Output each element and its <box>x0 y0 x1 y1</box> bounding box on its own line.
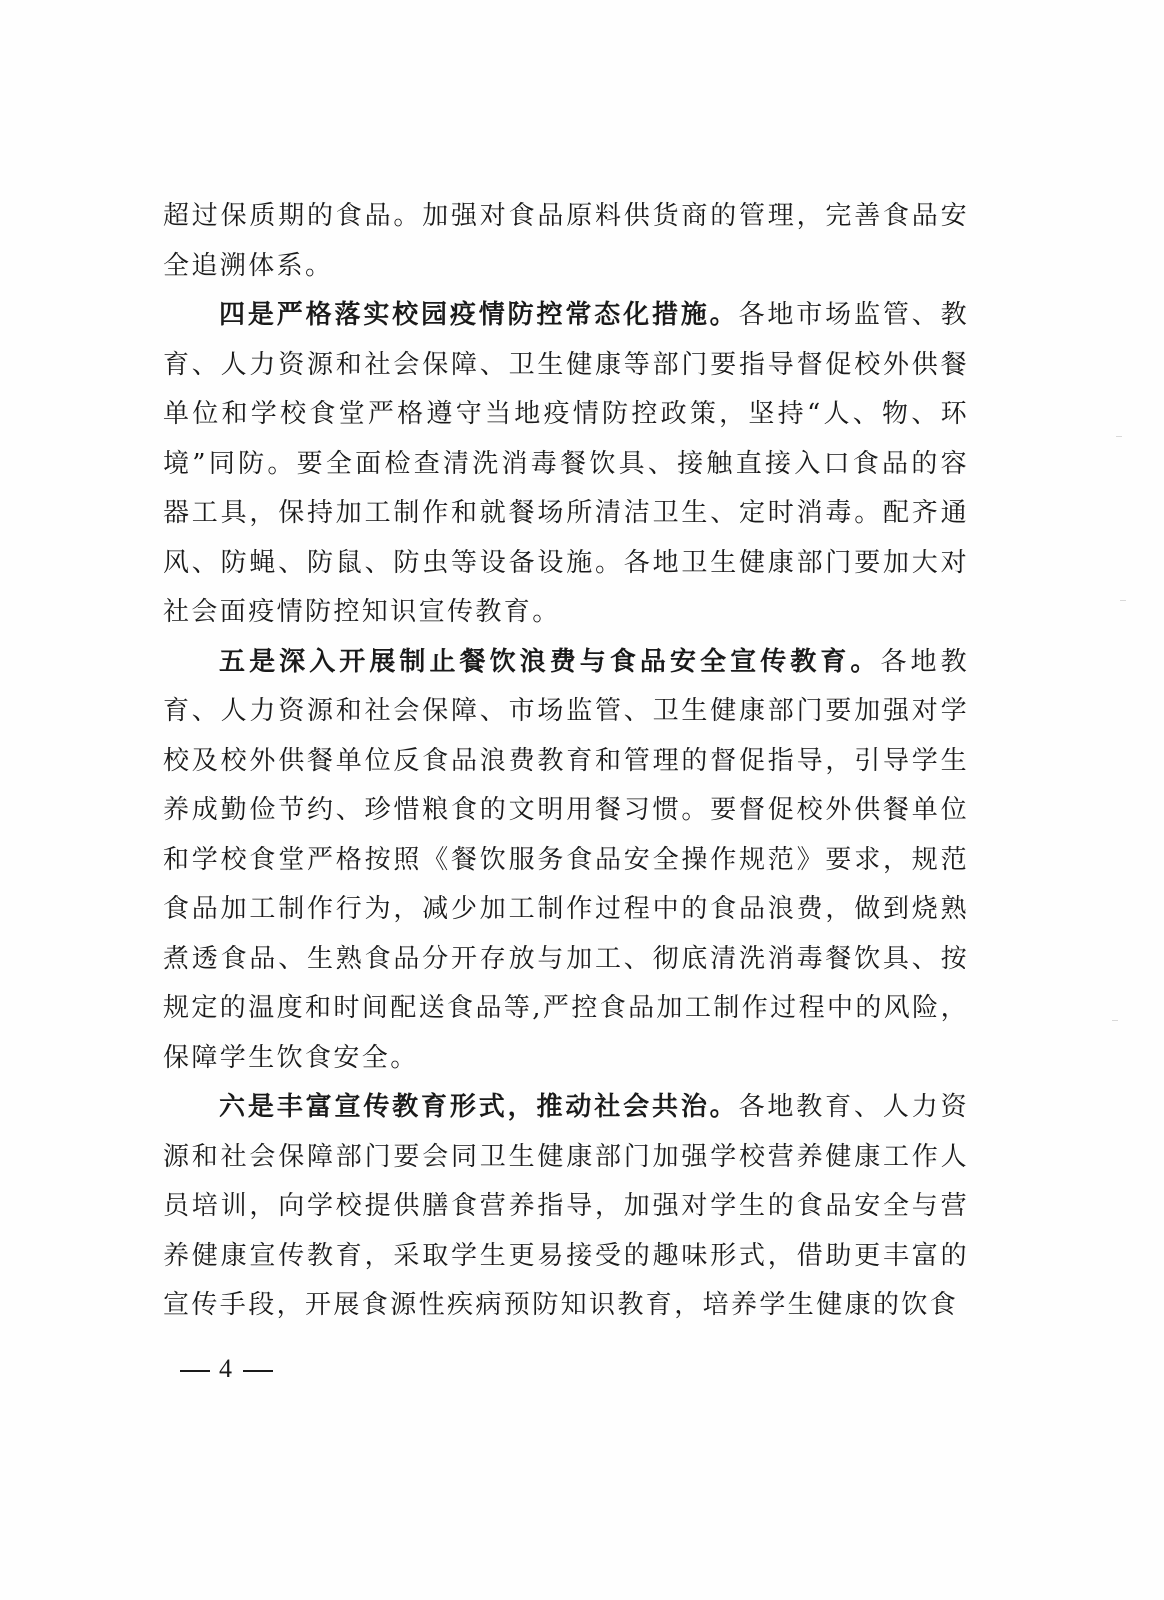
paragraph-text: 各地教育、人力资源和社会保障、市场监管、卫生健康部门要加强对学校及校外供餐单位反食品浪费教育和管理的督促指导，引导学生养成勤俭节约、珍惜粮食的文明用餐习惯。要督促校外供餐单位和学校食堂严格按照《餐饮服务食品安全操作规范》要求，规范食品加工制作行为，减少加工制作过程中的食品浪费，做到烧熟煮透食品、生熟食品分开存放与加工、彻底清洗消毒餐饮具、按规定的温度和时间配送食品等,严控食品加工制作过程中的风险，保障学生饮食安全。 <box>163 646 969 1073</box>
paragraph-text: 超过保质期的食品。加强对食品原料供货商的管理，完善食品安全追溯体系。 <box>163 201 969 281</box>
page-number-dash-left <box>180 1370 210 1372</box>
body-text <box>163 192 969 1331</box>
paragraph-lead: 六是丰富宣传教育形式，推动社会共治。 <box>219 1092 739 1122</box>
paragraph-text: 各地教育、人力资源和社会保障部门要会同卫生健康部门加强学校营养健康工作人员培训，向学校提供膳食营养指导，加强对学生的食品安全与营养健康宣传教育，采取学生更易接受的趣味形式，借助更丰富的宣传手段，开展食源性疾病预防知识教育，培养学生健康的饮食 <box>163 1092 970 1320</box>
page-number-dash-right <box>243 1370 273 1372</box>
paragraph-lead: 四是严格落实校园疫情防控常态化措施。 <box>219 300 739 330</box>
paragraph-five <box>163 638 969 1084</box>
page-number <box>171 1354 282 1384</box>
scan-speck <box>1112 1020 1118 1021</box>
paragraph-four <box>163 291 969 638</box>
paragraph-lead: 五是深入开展制止餐饮浪费与食品安全宣传教育。 <box>219 646 881 677</box>
paragraph-continuation <box>163 192 969 291</box>
paragraph-six <box>163 1083 969 1331</box>
scan-speck <box>1116 436 1122 437</box>
paragraph-text: 各地市场监管、教育、人力资源和社会保障、卫生健康等部门要指导督促校外供餐单位和学校食堂严格遵守当地疫情防控政策，坚持“人、物、环境”同防。要全面检查清洗消毒餐饮具、接触直接入口食品的容器工具，保持加工制作和就餐场所清洁卫生、定时消毒。配齐通风、防蝇、防鼠、防虫等设备设施。各地卫生健康部门要加大对社会面疫情防控知识宣传教育。 <box>163 300 970 627</box>
scan-speck <box>1120 600 1126 601</box>
page-number-value: 4 <box>219 1354 234 1383</box>
